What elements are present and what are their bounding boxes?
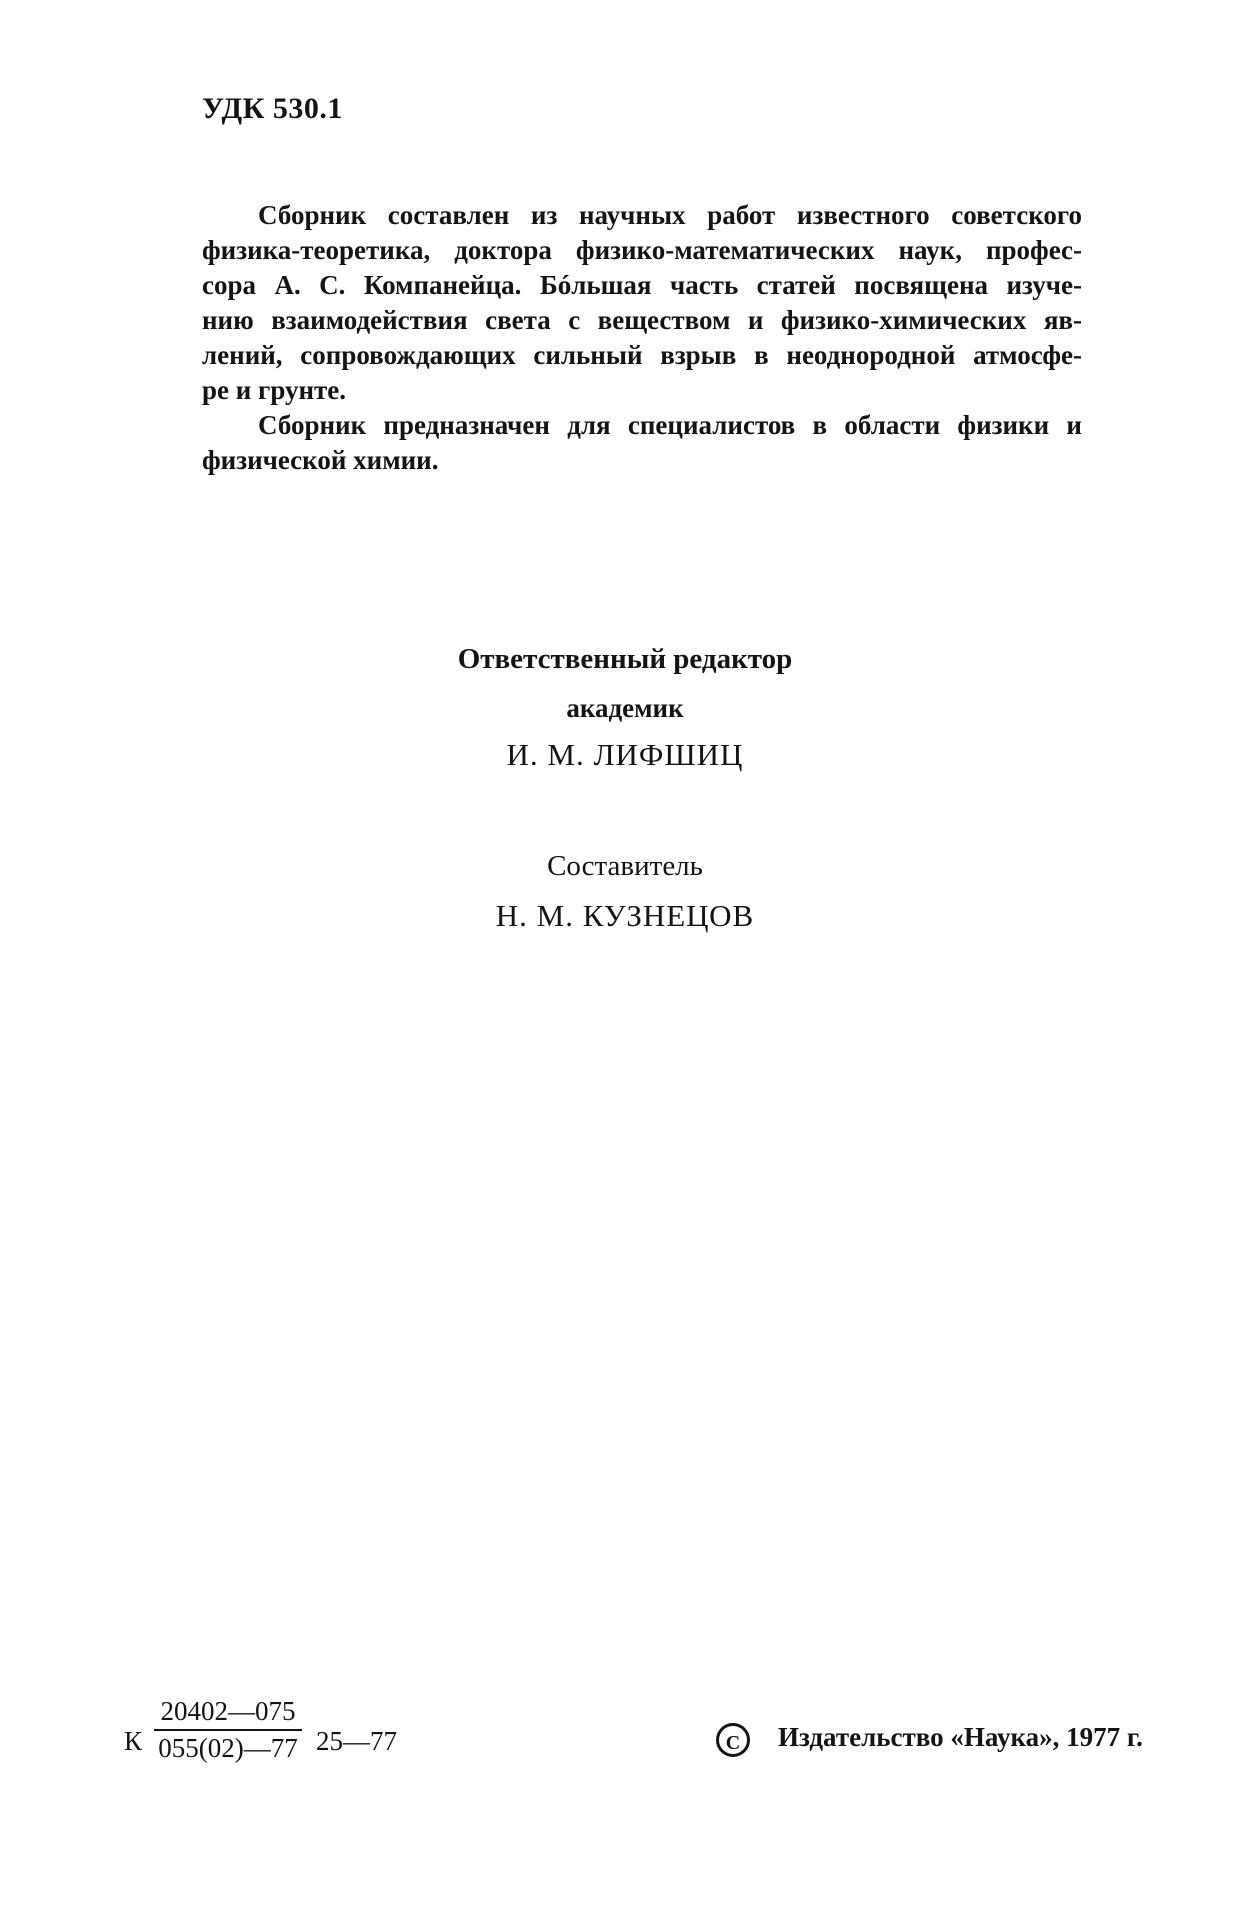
udk-code: УДК 530.1 xyxy=(202,92,343,125)
publication-code xyxy=(124,1696,424,1786)
abstract-line: физической химии. xyxy=(202,445,439,475)
publication-code-denominator: 055(02)—77 xyxy=(158,1733,298,1763)
editor-role: Ответственный редактор xyxy=(457,643,793,675)
copyright xyxy=(716,1722,1143,1757)
abstract-line: сора А. С. Компанейца. Бóльшая часть статей посвящена изуче- xyxy=(202,270,1082,300)
publication-code-fraction xyxy=(154,1696,302,1764)
publication-code-numerator: 20402—075 xyxy=(160,1696,296,1726)
abstract-line: ре и грунте. xyxy=(202,375,347,405)
editor-name: И. М. ЛИФШИЦ xyxy=(506,737,744,772)
publication-code-suffix: 25—77 xyxy=(316,1726,397,1756)
abstract-line: нию взаимодействия света с веществом и физико-химических яв- xyxy=(202,305,1082,335)
copyright-text: Издательство «Наука», 1977 г. xyxy=(778,1722,1143,1752)
fraction-bar xyxy=(154,1729,302,1731)
abstract-line: Сборник предназначен для специалистов в области физики и xyxy=(258,410,1082,440)
compiler-name: Н. М. КУЗНЕЦОВ xyxy=(495,898,755,933)
copyright-icon: С xyxy=(716,1723,750,1757)
publication-code-prefix: К xyxy=(124,1726,143,1756)
abstract xyxy=(202,198,1082,478)
abstract-line: физика-теоретика, доктора физико-математических наук, профес- xyxy=(202,235,1082,265)
abstract-line: Сборник составлен из научных работ известного советского xyxy=(258,200,1082,230)
compiler-role: Составитель xyxy=(547,850,703,882)
abstract-line: лений, сопровождающих сильный взрыв в неоднородной атмосфе- xyxy=(202,340,1082,370)
editor-title: академик xyxy=(566,693,684,723)
